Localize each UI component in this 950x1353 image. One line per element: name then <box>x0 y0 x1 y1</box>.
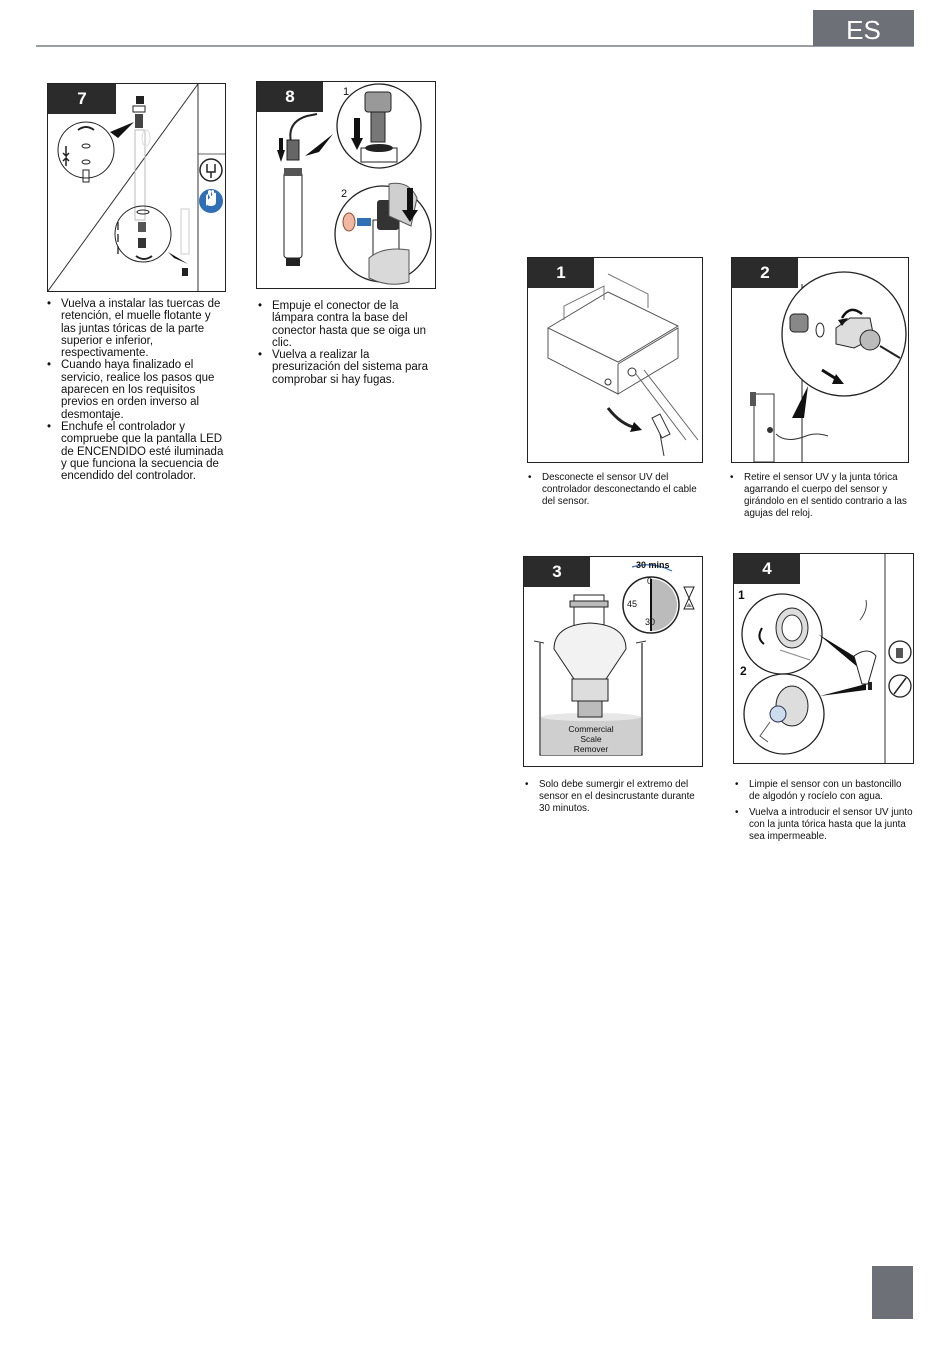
sensor-step-3-instructions <box>525 779 705 815</box>
list-item: • Enchufe el controlador y compruebe que la pantalla LED de ENCENDIDO esté iluminada y que funciona la secuencia de encendido del controlador. <box>47 421 225 482</box>
callout-label: 2 <box>341 188 348 200</box>
controller-disconnect-drawing <box>528 258 702 462</box>
beaker-label-line: Scale <box>580 734 602 744</box>
sensor-removal-drawing <box>732 258 908 462</box>
safety-icons <box>197 155 227 220</box>
sensor-step-2-illustration <box>731 257 909 463</box>
dial-mark: 0 <box>647 576 653 586</box>
sensor-step-1-illustration <box>527 257 703 463</box>
sensor-cleaning-drawing <box>734 554 913 763</box>
beaker-label-line: Remover <box>573 744 609 754</box>
step-number-badge: 3 <box>524 557 590 587</box>
lamp-connector-drawing <box>257 82 435 288</box>
step-number-badge: 7 <box>48 84 116 114</box>
step-number-badge: 8 <box>257 82 323 112</box>
sensor-step-4-illustration <box>733 553 914 764</box>
language-tab: ES <box>813 10 914 46</box>
list-item: • Limpie el sensor con un bastoncillo de algodón y rocíelo con agua. <box>735 779 915 803</box>
callout-label: 1 <box>343 86 350 98</box>
sensor-step-2-instructions <box>730 472 912 520</box>
beaker-label <box>541 724 641 754</box>
beaker-label-line: Commercial <box>568 724 614 734</box>
sensor-step-4-instructions <box>735 779 915 843</box>
list-item: • Vuelva a realizar la presurización del sistema para comprobar si hay fugas. <box>258 349 434 386</box>
header-rule <box>36 45 914 47</box>
step-8-illustration <box>256 81 436 289</box>
dial-mark: 30 <box>645 617 656 627</box>
step-7-instructions <box>47 298 225 482</box>
sensor-step-1-instructions <box>528 472 700 508</box>
list-item: • Cuando haya finalizado el servicio, realice los pasos que aparecen en los requisitos previos en orden inverso al desmontaje. <box>47 359 225 420</box>
list-item: • Solo debe sumergir el extremo del sensor en el desincrustante durante 30 minutos. <box>525 779 705 815</box>
list-item: • Empuje el conector de la lámpara contra la base del conector hasta que se oiga un clic. <box>258 300 434 349</box>
timer-label: 30 mins <box>636 560 670 570</box>
step-number-badge: 2 <box>732 258 798 288</box>
list-item: • Desconecte el sensor UV del controlador desconectando el cable del sensor. <box>528 472 700 508</box>
callout-label: 2 <box>740 664 747 678</box>
list-item: • Vuelva a introducir el sensor UV junto con la junta tórica hasta que la junta sea impermeable. <box>735 807 915 843</box>
step-8-instructions <box>258 300 434 386</box>
page-number-tab <box>872 1266 913 1319</box>
sensor-step-3-illustration <box>523 556 703 767</box>
step-number-badge: 4 <box>734 554 800 584</box>
dial-mark: 45 <box>627 599 638 609</box>
list-item: • Retire el sensor UV y la junta tórica agarrando el cuerpo del sensor y girándolo en el sentido contrario a las agujas del reloj. <box>730 472 912 520</box>
list-item: • Vuelva a instalar las tuercas de retención, el muelle flotante y las juntas tóricas de la parte superior e inferior, respectivamente. <box>47 298 225 359</box>
step-number-badge: 1 <box>528 258 594 288</box>
callout-label: 1 <box>738 588 745 602</box>
